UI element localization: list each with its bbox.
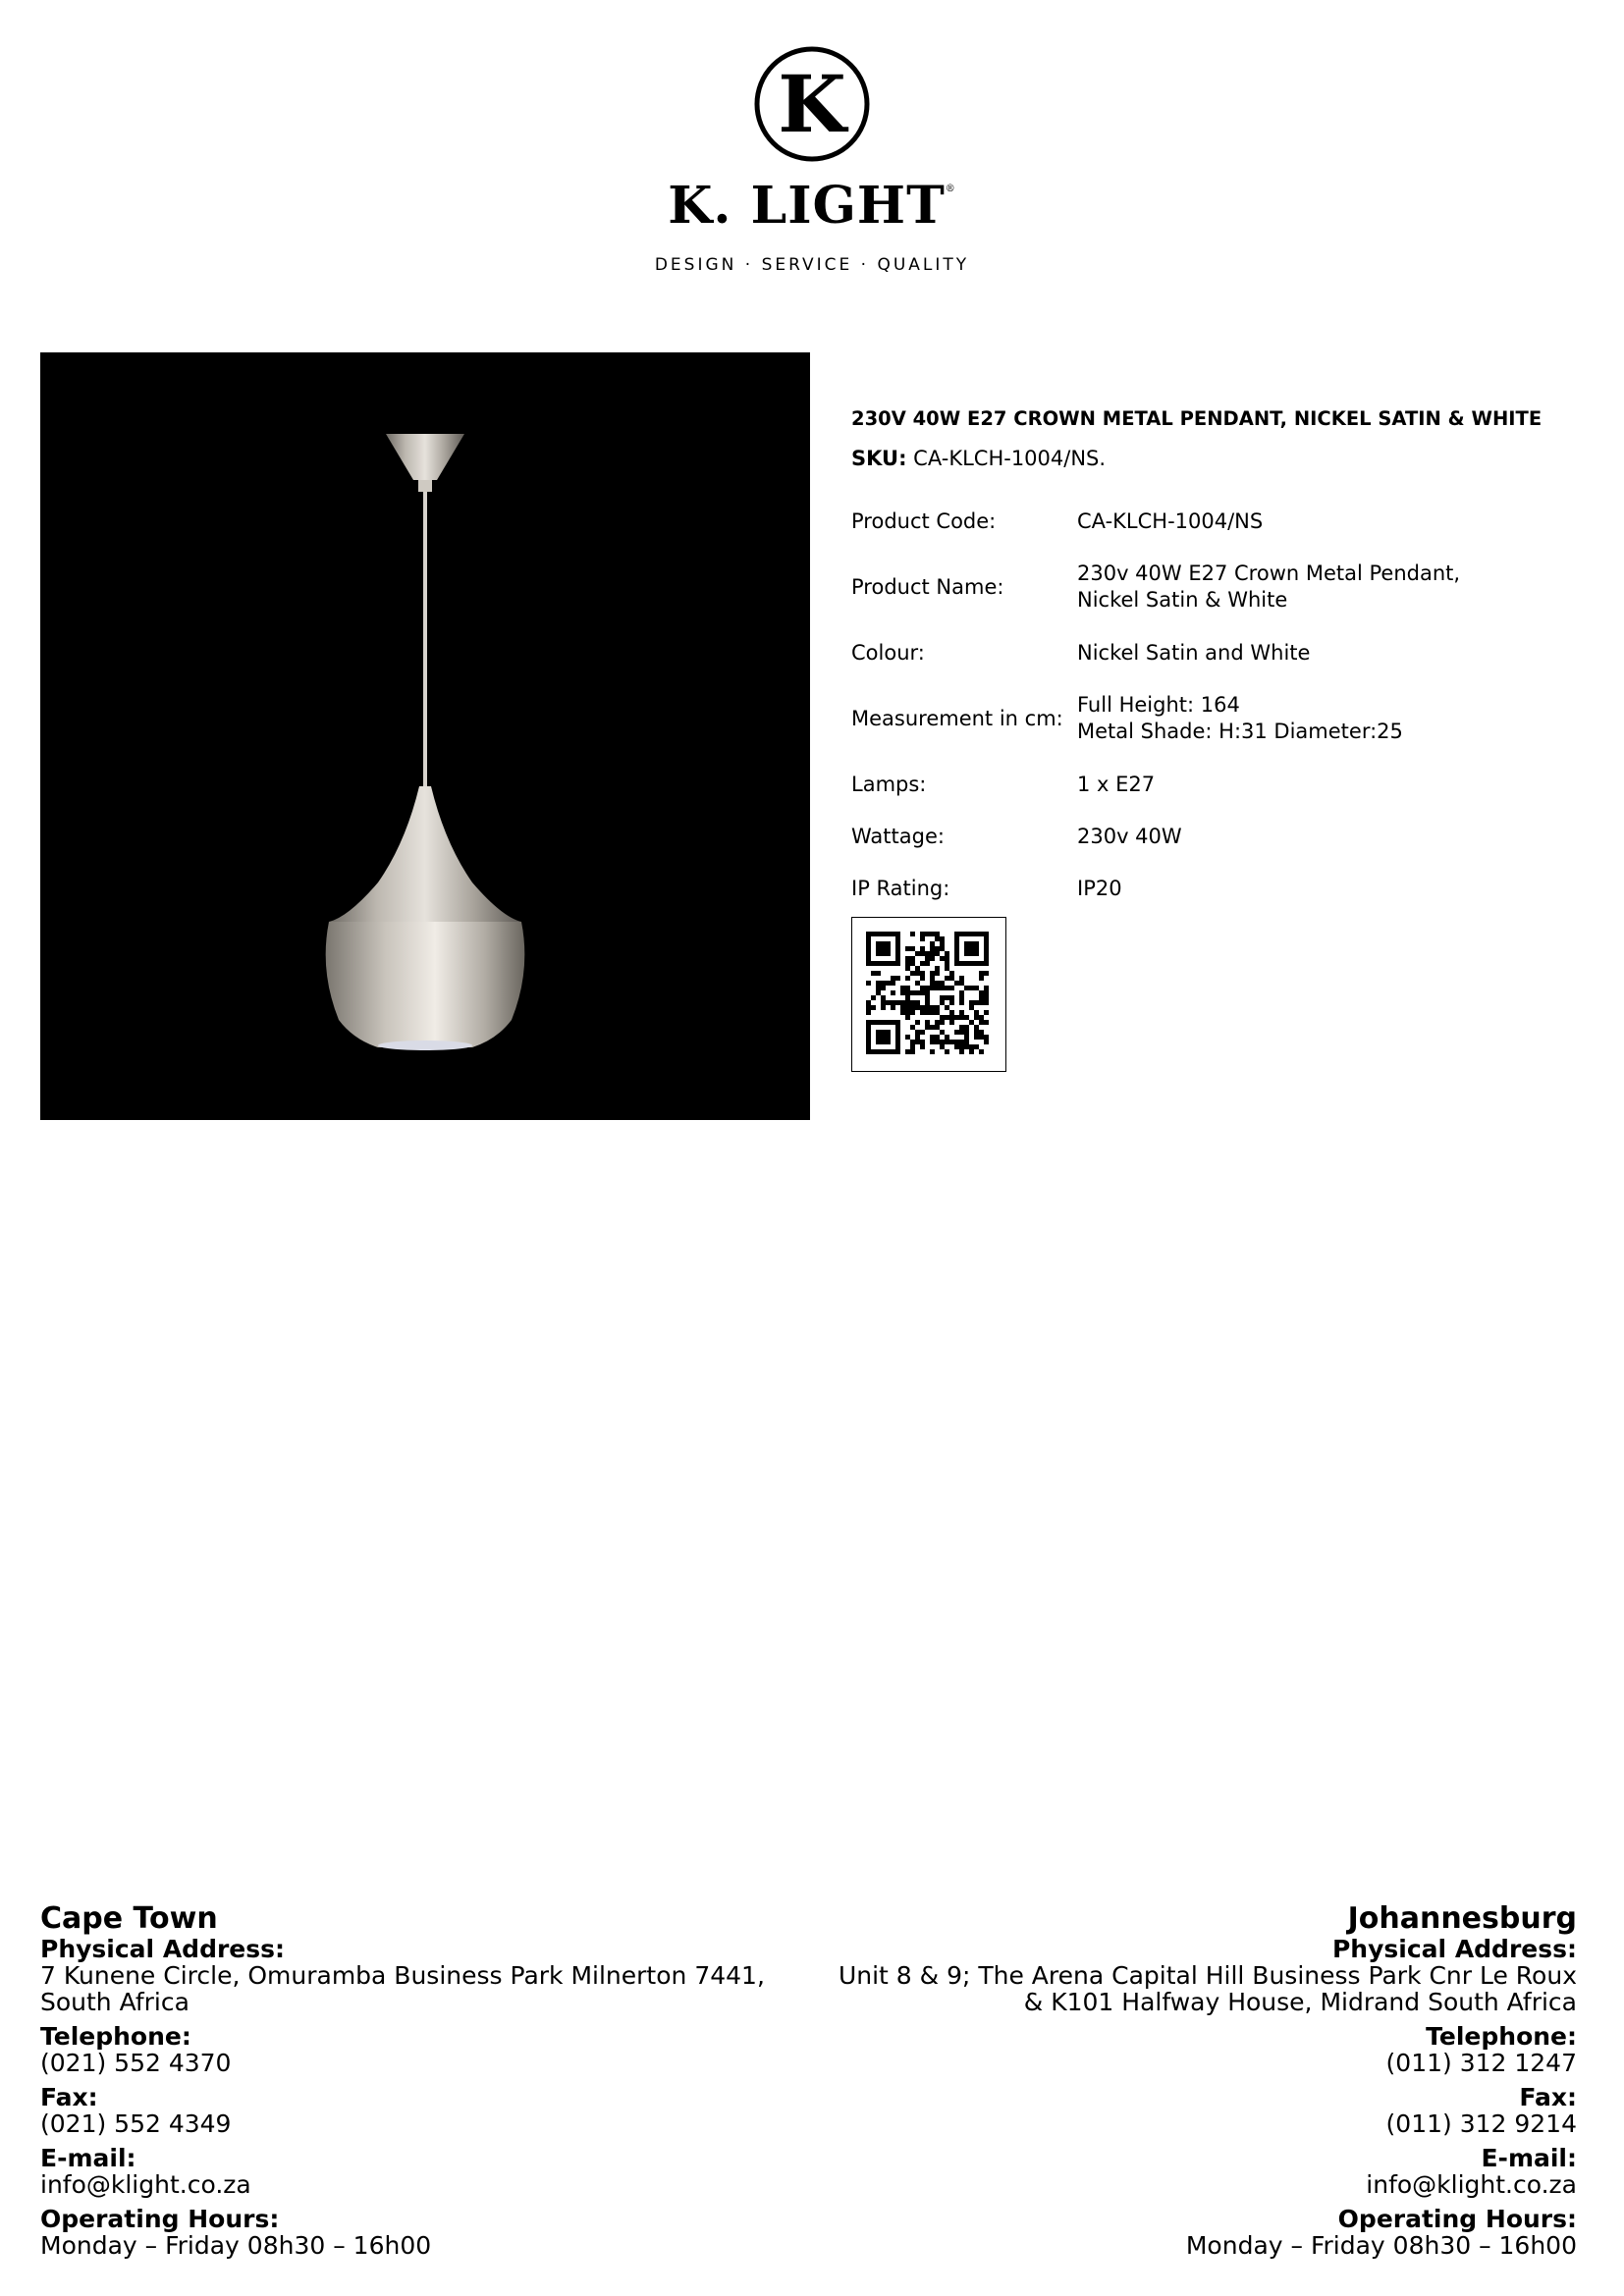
fax-label: Fax: — [40, 2083, 98, 2111]
hours-text: Monday – Friday 08h30 – 16h00 — [40, 2231, 432, 2260]
email-address: info@klight.co.za — [1366, 2170, 1577, 2199]
company-logo — [0, 43, 1624, 275]
qr-code[interactable] — [851, 917, 1006, 1072]
spec-label: Measurement in cm: — [851, 707, 1063, 730]
spec-value: IP20 — [1077, 877, 1122, 900]
spec-value: Full Height: 164 Metal Shade: H:31 Diameter:25 — [1077, 693, 1403, 743]
spec-value: 230v 40W E27 Crown Metal Pendant, Nickel Satin & White — [1077, 561, 1461, 612]
sku-label: SKU: — [851, 447, 907, 470]
address-text: Unit 8 & 9; The Arena Capital Hill Business Park Cnr Le Roux & K101 Halfway House, Midrand South Africa — [838, 1961, 1577, 2016]
telephone-number: (011) 312 1247 — [1385, 2049, 1577, 2077]
spec-label: Wattage: — [851, 825, 945, 848]
fax-number: (011) 312 9214 — [1385, 2109, 1577, 2138]
hours-label: Operating Hours: — [40, 2205, 280, 2233]
spec-label: Product Name: — [851, 575, 1004, 599]
footer-cape-town — [40, 1902, 806, 2259]
hours-label: Operating Hours: — [1337, 2205, 1577, 2233]
spec-value: Nickel Satin and White — [1077, 641, 1311, 665]
brand-name — [0, 176, 1624, 236]
spec-label: IP Rating: — [851, 877, 950, 900]
fax-number: (021) 552 4349 — [40, 2109, 232, 2138]
telephone-number: (021) 552 4370 — [40, 2049, 232, 2077]
spec-value: 230v 40W — [1077, 825, 1182, 848]
qr-code-icon — [852, 918, 1004, 1070]
spec-label: Colour: — [851, 641, 925, 665]
pendant-lamp-illustration — [40, 352, 810, 1120]
address-label: Physical Address: — [40, 1935, 286, 1963]
hours-text: Monday – Friday 08h30 – 16h00 — [1185, 2231, 1577, 2260]
registered-mark: ® — [945, 184, 956, 194]
k-logo-icon — [751, 43, 873, 165]
sku-line — [851, 447, 1558, 470]
telephone-label: Telephone: — [40, 2022, 191, 2051]
spec-label: Product Code: — [851, 509, 997, 533]
spec-value: 1 x E27 — [1077, 773, 1156, 796]
product-details — [851, 406, 1558, 900]
spec-label: Lamps: — [851, 773, 927, 796]
product-title: 230V 40W E27 CROWN METAL PENDANT, NICKEL SATIN & WHITE — [851, 407, 1543, 430]
email-address: info@klight.co.za — [40, 2170, 251, 2199]
city-name: Johannesburg — [1347, 1901, 1577, 1936]
footer-johannesburg — [791, 1902, 1577, 2259]
fax-label: Fax: — [1519, 2083, 1577, 2111]
logo-letter: K — [778, 58, 846, 150]
address-text: 7 Kunene Circle, Omuramba Business Park Milnerton 7441, South Africa — [40, 1961, 765, 2016]
email-label: E-mail: — [1481, 2144, 1577, 2172]
brand-text: K. LIGHT — [668, 176, 946, 236]
sku-value: CA-KLCH-1004/NS. — [913, 447, 1107, 470]
address-label: Physical Address: — [1331, 1935, 1577, 1963]
telephone-label: Telephone: — [1426, 2022, 1577, 2051]
tagline: DESIGN · SERVICE · QUALITY — [654, 255, 970, 275]
city-name: Cape Town — [40, 1901, 218, 1936]
email-label: E-mail: — [40, 2144, 136, 2172]
spec-value: CA-KLCH-1004/NS — [1077, 509, 1264, 533]
product-photo — [40, 352, 810, 1120]
